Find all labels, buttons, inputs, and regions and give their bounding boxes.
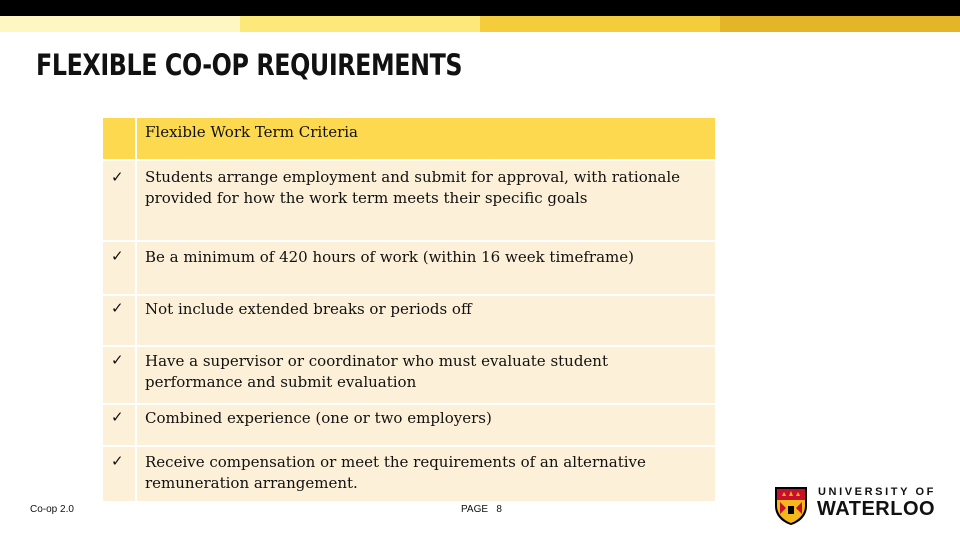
checkmark-icon: ✓ — [103, 405, 135, 445]
row-text-line: Have a supervisor or coordinator who must evaluate student — [145, 352, 609, 370]
row-text-line: provided for how the work term meets their specific goals — [145, 189, 588, 207]
table-header: Flexible Work Term Criteria — [137, 118, 715, 159]
header-blank-cell — [103, 118, 135, 159]
top-gold-segment-4 — [720, 16, 960, 32]
table-row — [103, 242, 715, 294]
row-text-line: Receive compensation or meet the requirements of an alternative — [145, 453, 646, 471]
row-text-line: Not include extended breaks or periods off — [145, 300, 472, 318]
top-black-band — [0, 0, 960, 16]
logo-line-1: UNIVERSITY OF — [818, 486, 936, 498]
checkmark-icon: ✓ — [103, 296, 135, 345]
checkmark-icon: ✓ — [103, 347, 135, 403]
row-text — [137, 296, 715, 345]
row-text — [137, 347, 715, 403]
criteria-table — [103, 118, 715, 503]
top-gold-segment-2 — [240, 16, 480, 32]
checkmark-icon: ✓ — [103, 242, 135, 294]
page-number: PAGE 8 — [461, 504, 502, 515]
table-header-row — [103, 118, 715, 159]
row-text-line: Be a minimum of 420 hours of work (within 16 week timeframe) — [145, 248, 634, 266]
row-text-line: remuneration arrangement. — [145, 474, 358, 492]
row-text — [137, 161, 715, 240]
top-gold-segment-1 — [0, 16, 240, 32]
table-row — [103, 447, 715, 501]
row-text — [137, 242, 715, 294]
checkmark-icon: ✓ — [103, 447, 135, 501]
logo-line-2: WATERLOO — [817, 498, 936, 520]
row-text — [137, 447, 715, 501]
row-text-line: Combined experience (one or two employers) — [145, 409, 492, 427]
slide-title: FLEXIBLE CO-OP REQUIREMENTS — [36, 48, 463, 82]
table-row — [103, 161, 715, 240]
row-text-line: Students arrange employment and submit for approval, with rationale — [145, 168, 681, 186]
top-gold-segment-3 — [480, 16, 720, 32]
row-text — [137, 405, 715, 445]
row-text-line: performance and submit evaluation — [145, 373, 417, 391]
checkmark-icon: ✓ — [103, 161, 135, 240]
table-row — [103, 347, 715, 403]
footer-label: Co-op 2.0 — [30, 504, 74, 515]
shield-icon — [774, 486, 808, 526]
table-row — [103, 405, 715, 445]
table-row — [103, 296, 715, 345]
top-color-bar — [0, 0, 960, 32]
university-logo — [774, 486, 934, 526]
